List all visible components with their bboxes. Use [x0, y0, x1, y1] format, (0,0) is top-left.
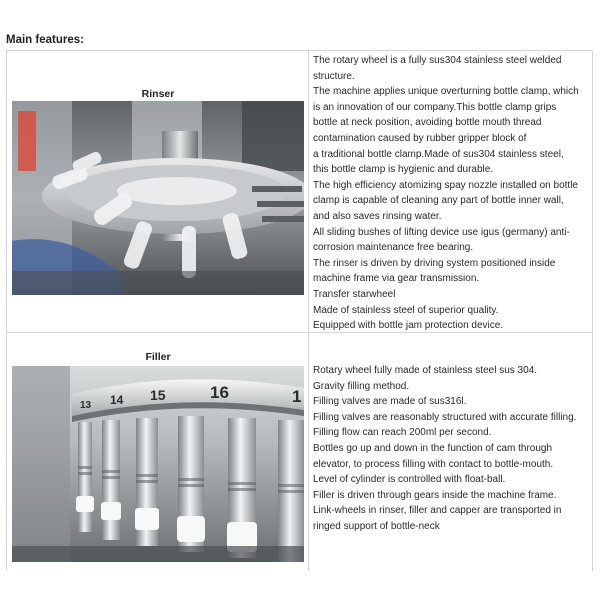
- filler-feature-list: [313, 363, 588, 535]
- rinser-feature-line: bottle at neck position, avoiding bottle mouth thread: [313, 117, 542, 129]
- rinser-feature-line: clamp is capable of cleaning any part of bottle inner wall,: [313, 195, 564, 207]
- filler-feature-line: Link-wheels in rinser, filler and capper are transported in: [313, 505, 562, 517]
- rinser-title: Rinser: [141, 88, 175, 100]
- rinser-feature-line: machine frame via gear transmission.: [313, 273, 480, 285]
- filler-description-cell: [309, 333, 593, 571]
- filler-feature-line: Gravity filling method.: [313, 380, 410, 392]
- rinser-feature-line: Made of stainless steel of superior quality.: [313, 304, 499, 316]
- rinser-photo: [12, 101, 304, 295]
- valve-number-label: 1: [292, 387, 302, 406]
- rinser-feature-list: [313, 53, 588, 334]
- filler-feature-line: elevator, to process filling with contact to bottle-mouth.: [313, 458, 554, 470]
- filler-feature-line: Bottles go up and down in the function of cam through: [313, 442, 553, 454]
- rinser-feature-line: structure.: [313, 70, 355, 82]
- rinser-image-cell: [7, 51, 309, 332]
- rinser-feature-line: this bottle clamp is hygienic and durable.: [313, 164, 494, 176]
- rinser-feature-line: a traditional bottle clamp.Made of sus304 stainless steel,: [313, 148, 564, 160]
- features-table: [6, 50, 592, 570]
- filler-image-cell: [7, 333, 309, 571]
- rinser-description-cell: [309, 51, 593, 332]
- rinser-feature-line: All sliding bushes of lifting device use igus (germany) anti-: [313, 226, 570, 238]
- filler-photo: [12, 366, 304, 562]
- filler-feature-line: ringed support of bottle-neck: [313, 520, 440, 532]
- filler-title: Filler: [145, 351, 171, 363]
- filler-feature-line: Filler is driven through gears inside the machine frame.: [313, 489, 557, 501]
- rinser-feature-line: The rinser is driven by driving system positioned inside: [313, 257, 556, 269]
- rinser-feature-line: The high efficiency atomizing spay nozzle installed on bottle: [313, 179, 578, 191]
- rinser-feature-line: Transfer starwheel: [313, 288, 396, 300]
- rinser-feature-line: corrosion maintenance free bearing.: [313, 242, 474, 254]
- filler-feature-line: Filling flow can reach 200ml per second.: [313, 427, 492, 439]
- table-row-filler: [7, 333, 593, 571]
- valve-number-label: 14: [110, 393, 124, 407]
- valve-number-label: 13: [80, 400, 92, 411]
- rinser-feature-line: is an innovation of our company.This bottle clamp grips: [313, 101, 557, 113]
- table-row-rinser: [7, 51, 593, 333]
- filler-feature-line: Filling valves are reasonably structured with accurate filling.: [313, 411, 577, 423]
- valve-number-label: 15: [150, 387, 166, 403]
- main-features-heading: Main features:: [6, 34, 84, 46]
- valve-number-label: 16: [210, 383, 229, 402]
- rinser-feature-line: The machine applies unique overturning bottle clamp, which: [313, 86, 579, 98]
- rinser-feature-line: The rotary wheel is a fully sus304 stainless steel welded: [313, 55, 562, 66]
- filler-feature-line: Filling valves are made of sus316l.: [313, 396, 467, 408]
- filler-feature-line: Level of cylinder is controlled with float-ball.: [313, 474, 506, 486]
- filler-feature-line: Rotary wheel fully made of stainless steel sus 304.: [313, 365, 537, 376]
- rinser-feature-line: Equipped with bottle jam protection device.: [313, 320, 504, 332]
- rinser-feature-line: contamination caused by rubber gripper block of: [313, 132, 527, 144]
- rinser-feature-line: and also saves rinsing water.: [313, 210, 442, 222]
